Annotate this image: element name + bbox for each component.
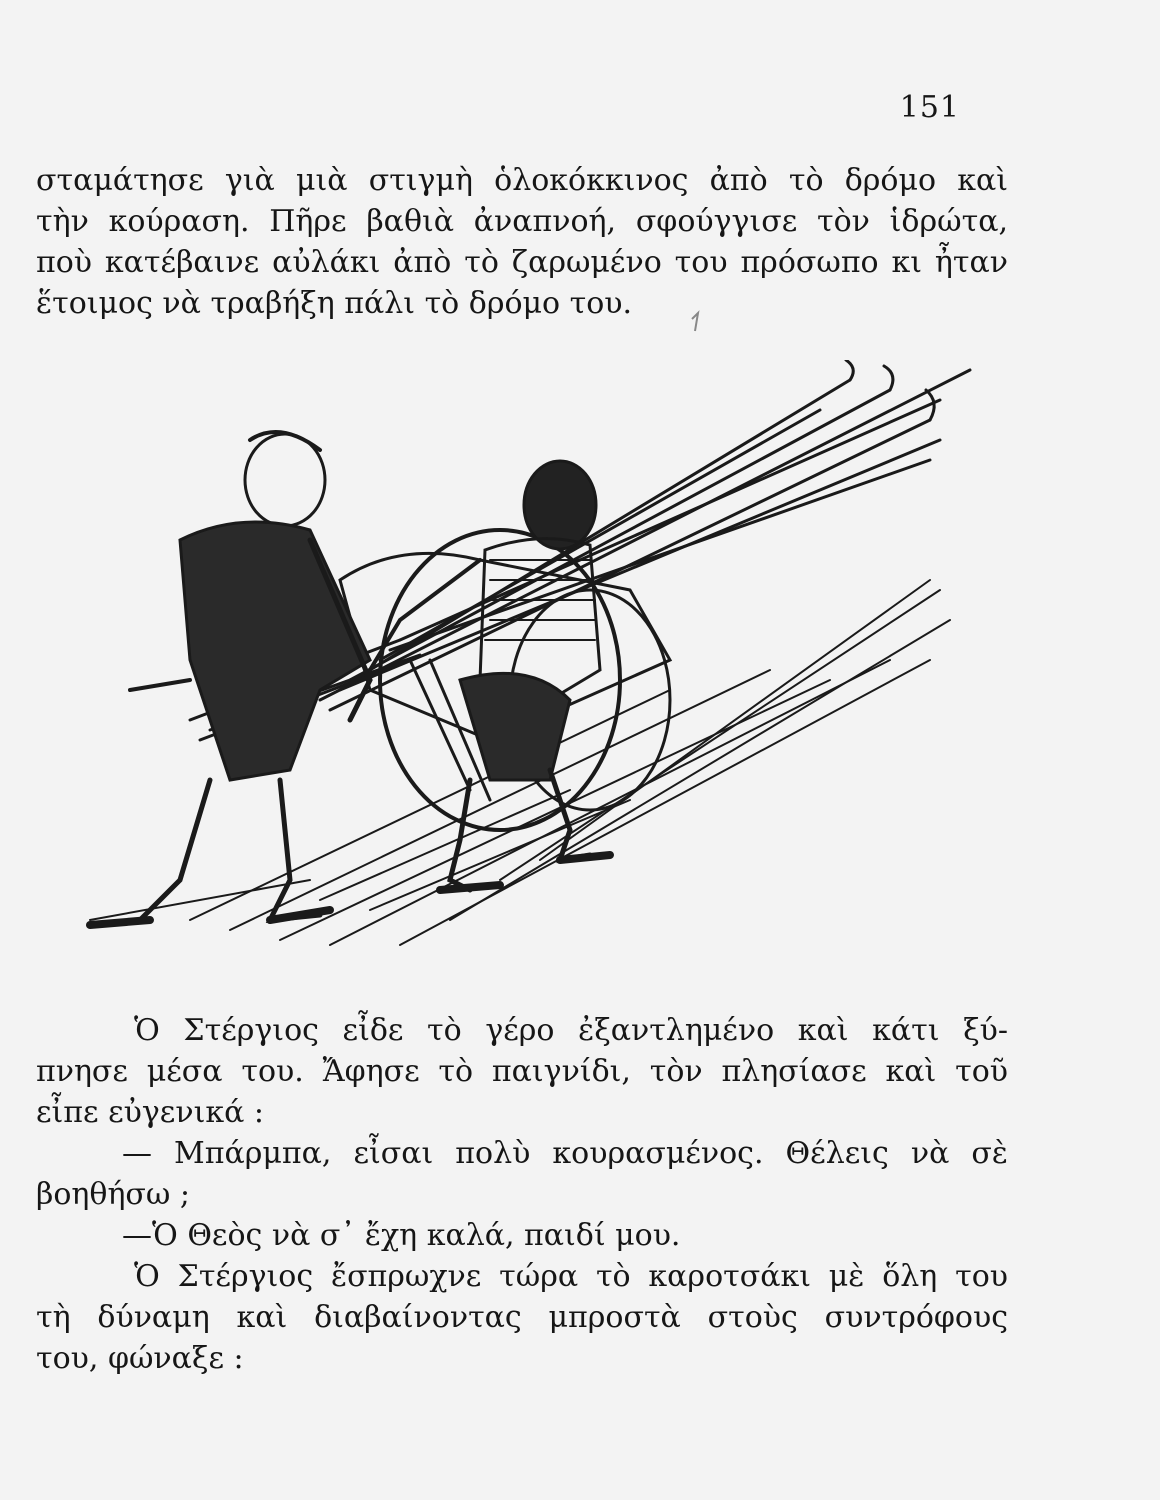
text-line: τὴ δύναμη καὶ διαβαίνοντας μπροστὰ στοὺς συντρόφους [36,1300,1008,1335]
text-line: Ὁ Στέργιος εἶδε τὸ γέρο ἐξαντλημένο καὶ κάτι ξύ- [134,1013,1008,1048]
text-line: τὴν κούραση. Πῆρε βαθιὰ ἀναπνοή, σφούγγισε τὸν ἱδρώτα, [36,204,1008,239]
text-line: πνησε μέσα του. Ἄφησε τὸ παιγνίδι, τὸν πλησίασε καὶ τοῦ [36,1054,1008,1089]
text-line: βοηθήσω ; [36,1177,190,1212]
text-line: Ὁ Στέργιος ἔσπρωχνε τώρα τὸ καροτσάκι μὲ ὅλη του [134,1259,1008,1294]
top-paragraph [36,160,1008,324]
text-line: εἶπε εὐγενικά : [36,1095,265,1130]
text-line: του, φώναξε : [36,1341,244,1376]
two-figures-pushing-cart-icon [70,360,1010,950]
dialogue-line: — Μπάρμπα, εἶσαι πολὺ κουρασμένος. Θέλεις νὰ σὲ [122,1136,1008,1171]
dialogue-line: —Ὁ Θεὸς νὰ σ᾿ ἔχη καλά, παιδί μου. [122,1218,681,1253]
older-man-figure [90,432,370,925]
page-number: 151 [899,90,960,125]
text-line: σταμάτησε γιὰ μιὰ στιγμὴ ὁλοκόκκινος ἀπὸ τὸ δρόμο καὶ [36,163,1008,198]
bottom-text [36,1010,1008,1379]
text-line: ἕτοιμος νὰ τραβήξη πάλι τὸ δρόμο του. [36,286,633,321]
text-line: ποὺ κατέβαινε αὐλάκι ἀπὸ τὸ ζαρωμένο του πρόσωπο κι ἦταν [36,245,1008,280]
pencil-margin-mark [690,305,712,333]
